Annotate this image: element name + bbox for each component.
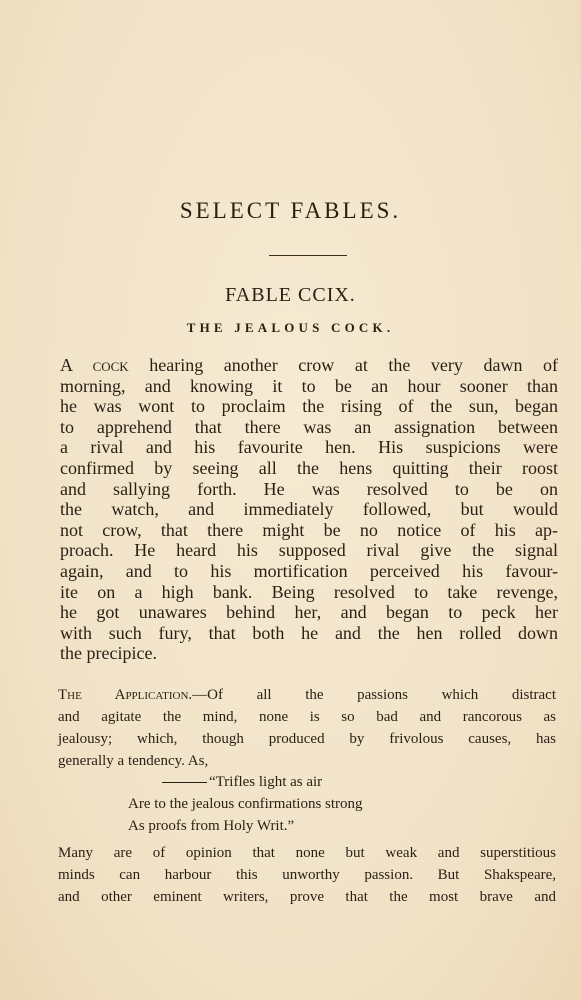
application-line: The Application.—Of all the passions which distract	[58, 687, 557, 703]
fable-line: and sallying forth. He was resolved to be on	[60, 478, 558, 499]
fable-line: to apprehend that there was an assignation between	[60, 416, 558, 437]
fable-line: not crow, that there might be no notice of his ap-	[60, 519, 558, 540]
fable-line: morning, and knowing it to be an hour sooner than	[60, 375, 558, 396]
quote-dash	[162, 782, 207, 783]
application-line: and agitate the mind, none is so bad and rancorous as	[58, 709, 556, 725]
fable-line: the watch, and immediately followed, but would	[60, 499, 558, 520]
application-text	[58, 684, 556, 772]
fable-line: with such fury, that both he and the hen rolled down	[60, 622, 558, 643]
section-title: SELECT FABLES.	[179, 198, 402, 223]
fable-line: the precipice.	[60, 643, 157, 664]
continuation-line: and other eminent writers, prove that the most brave and	[58, 889, 556, 905]
application-label: The Application.	[58, 687, 193, 703]
continuation-text	[58, 842, 556, 908]
fable-title: THE JEALOUS COCK.	[186, 320, 395, 335]
quote-line: Are to the jealous confirmations strong	[128, 796, 363, 812]
fable-line: confirmed by seeing all the hens quitting their roost	[60, 457, 558, 478]
title-rule	[269, 255, 347, 256]
fable-line: a rival and his favourite hen. His suspicions were	[60, 437, 558, 458]
application-line: generally a tendency. As,	[58, 753, 209, 769]
continuation-line: Many are of opinion that none but weak and superstitious	[58, 845, 556, 861]
fable-text	[60, 355, 558, 664]
fable-line: proach. He heard his supposed rival give the signal	[60, 540, 558, 561]
application-line: jealousy; which, though produced by frivolous causes, has	[58, 731, 556, 747]
fable-line: ite on a high bank. Being resolved to take revenge,	[60, 581, 558, 602]
opening-letter: A	[60, 355, 73, 375]
quote-line: As proofs from Holy Writ.”	[128, 818, 295, 834]
fable-line: he was wont to proclaim the rising of the sun, began	[60, 396, 558, 417]
fable-line: he got unawares behind her, and began to peck her	[60, 602, 558, 623]
fable-number: FABLE CCIX.	[225, 284, 356, 306]
fable-line: A cock hearing another crow at the very dawn of	[60, 355, 558, 375]
continuation-line: minds can harbour this unworthy passion. But Shakspeare,	[58, 867, 556, 883]
opening-word: cock	[92, 355, 129, 375]
quote-line: “Trifles light as air	[128, 771, 468, 793]
quotation	[128, 771, 468, 837]
fable-line: again, and to his mortification perceived his favour-	[60, 560, 558, 581]
